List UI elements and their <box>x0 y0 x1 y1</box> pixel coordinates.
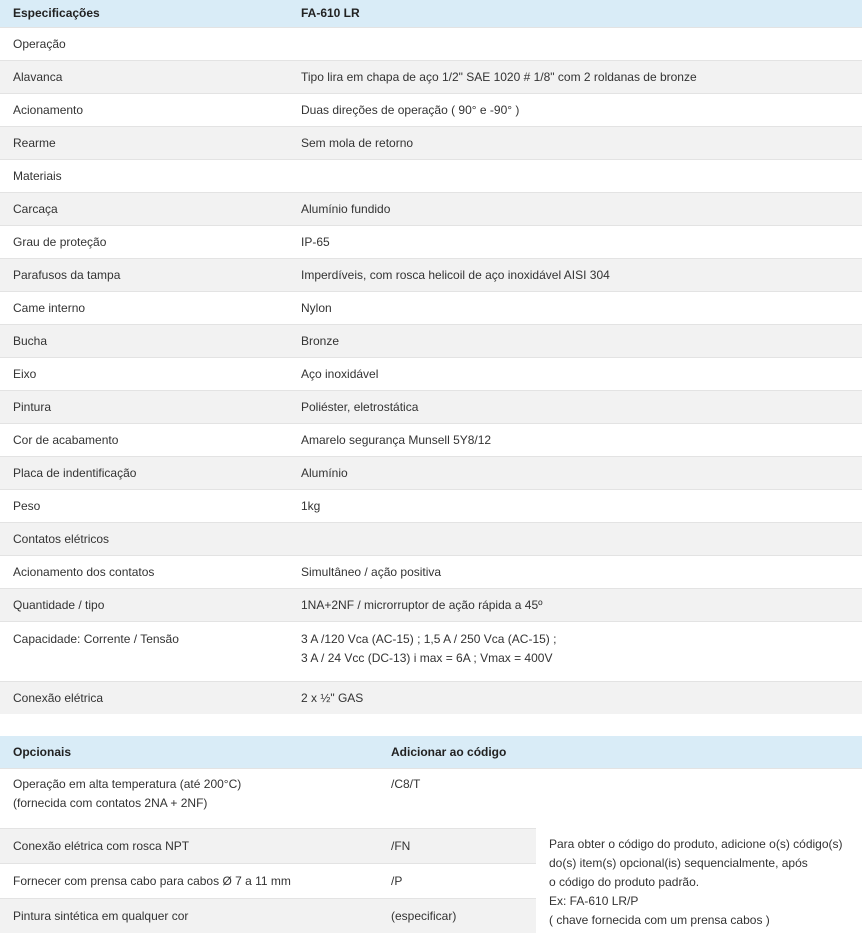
spec-value <box>288 160 862 193</box>
spec-label: Carcaça <box>0 193 288 226</box>
header-add-to-code: Adicionar ao código <box>378 736 862 769</box>
option-code: /P <box>378 864 536 899</box>
spec-value: 1NA+2NF / microrruptor de ação rápida a 45º <box>288 589 862 622</box>
option-code: (especificar) <box>378 899 536 933</box>
option-label: Fornecer com prensa cabo para cabos Ø 7 a 11 mm <box>0 864 378 899</box>
spec-row <box>0 457 862 490</box>
option-label <box>0 769 378 829</box>
option-code: /C8/T <box>378 769 536 829</box>
spec-label: Came interno <box>0 292 288 325</box>
spec-label: Pintura <box>0 391 288 424</box>
spec-label: Acionamento <box>0 94 288 127</box>
spec-row <box>0 424 862 457</box>
spec-row <box>0 358 862 391</box>
spec-value: Poliéster, eletrostática <box>288 391 862 424</box>
spec-row <box>0 226 862 259</box>
spec-row <box>0 28 862 61</box>
spec-row <box>0 682 862 715</box>
spec-label: Contatos elétricos <box>0 523 288 556</box>
option-label-line: (fornecida com contatos 2NA + 2NF) <box>13 794 378 813</box>
spec-label: Cor de acabamento <box>0 424 288 457</box>
spec-label: Parafusos da tampa <box>0 259 288 292</box>
option-label-line: Operação em alta temperatura (até 200°C) <box>13 775 378 794</box>
spec-value: Sem mola de retorno <box>288 127 862 160</box>
spec-value-line: 3 A / 24 Vcc (DC-13) i max = 6A ; Vmax = 400V <box>301 649 862 668</box>
spec-value: Duas direções de operação ( 90° e -90° ) <box>288 94 862 127</box>
option-label: Conexão elétrica com rosca NPT <box>0 829 378 864</box>
spec-label: Placa de indentificação <box>0 457 288 490</box>
spec-row <box>0 391 862 424</box>
options-header <box>0 736 862 769</box>
spec-value: Imperdíveis, com rosca helicoil de aço inoxidável AISI 304 <box>288 259 862 292</box>
option-row <box>0 829 862 864</box>
spec-label: Conexão elétrica <box>0 682 288 715</box>
spec-label: Acionamento dos contatos <box>0 556 288 589</box>
spec-label: Rearme <box>0 127 288 160</box>
header-options: Opcionais <box>0 736 378 769</box>
note-line: do(s) item(s) opcional(is) sequencialmente, após <box>549 854 862 873</box>
note-line: ( chave fornecida com um prensa cabos ) <box>549 911 862 930</box>
spec-value <box>288 28 862 61</box>
spec-value: Nylon <box>288 292 862 325</box>
spec-value: Alumínio <box>288 457 862 490</box>
spec-label: Eixo <box>0 358 288 391</box>
spec-row <box>0 589 862 622</box>
spec-value: IP-65 <box>288 226 862 259</box>
spec-row <box>0 127 862 160</box>
spec-value <box>288 622 862 682</box>
header-model: FA-610 LR <box>288 0 862 28</box>
spec-label: Capacidade: Corrente / Tensão <box>0 622 288 682</box>
spec-row <box>0 94 862 127</box>
spec-value: Alumínio fundido <box>288 193 862 226</box>
spec-label: Bucha <box>0 325 288 358</box>
spec-value: 2 x ½" GAS <box>288 682 862 715</box>
spec-value: Simultâneo / ação positiva <box>288 556 862 589</box>
option-code: /FN <box>378 829 536 864</box>
spec-label: Peso <box>0 490 288 523</box>
spec-label: Grau de proteção <box>0 226 288 259</box>
spec-value: 1kg <box>288 490 862 523</box>
spec-value <box>288 523 862 556</box>
specifications-header <box>0 0 862 28</box>
spec-value: Bronze <box>288 325 862 358</box>
spec-row <box>0 325 862 358</box>
spec-row <box>0 523 862 556</box>
note-line: Para obter o código do produto, adicione o(s) código(s) <box>549 835 862 854</box>
option-row <box>0 769 862 829</box>
option-code-note <box>536 829 862 933</box>
spec-label: Quantidade / tipo <box>0 589 288 622</box>
spec-row <box>0 292 862 325</box>
note-line: Ex: FA-610 LR/P <box>549 892 862 911</box>
spec-value: Aço inoxidável <box>288 358 862 391</box>
note-line: o código do produto padrão. <box>549 873 862 892</box>
spec-value: Amarelo segurança Munsell 5Y8/12 <box>288 424 862 457</box>
spec-row <box>0 556 862 589</box>
spec-row <box>0 622 862 682</box>
header-specifications: Especificações <box>0 0 288 28</box>
spec-row <box>0 259 862 292</box>
spec-value-line: 3 A /120 Vca (AC-15) ; 1,5 A / 250 Vca (AC-15) ; <box>301 630 862 649</box>
option-label: Pintura sintética em qualquer cor <box>0 899 378 933</box>
options-table <box>0 736 862 933</box>
spec-row <box>0 61 862 94</box>
spec-row <box>0 193 862 226</box>
spec-row <box>0 160 862 193</box>
spec-value: Tipo lira em chapa de aço 1/2" SAE 1020 # 1/8" com 2 roldanas de bronze <box>288 61 862 94</box>
spec-label: Materiais <box>0 160 288 193</box>
spec-label: Operação <box>0 28 288 61</box>
spec-label: Alavanca <box>0 61 288 94</box>
spec-row <box>0 490 862 523</box>
